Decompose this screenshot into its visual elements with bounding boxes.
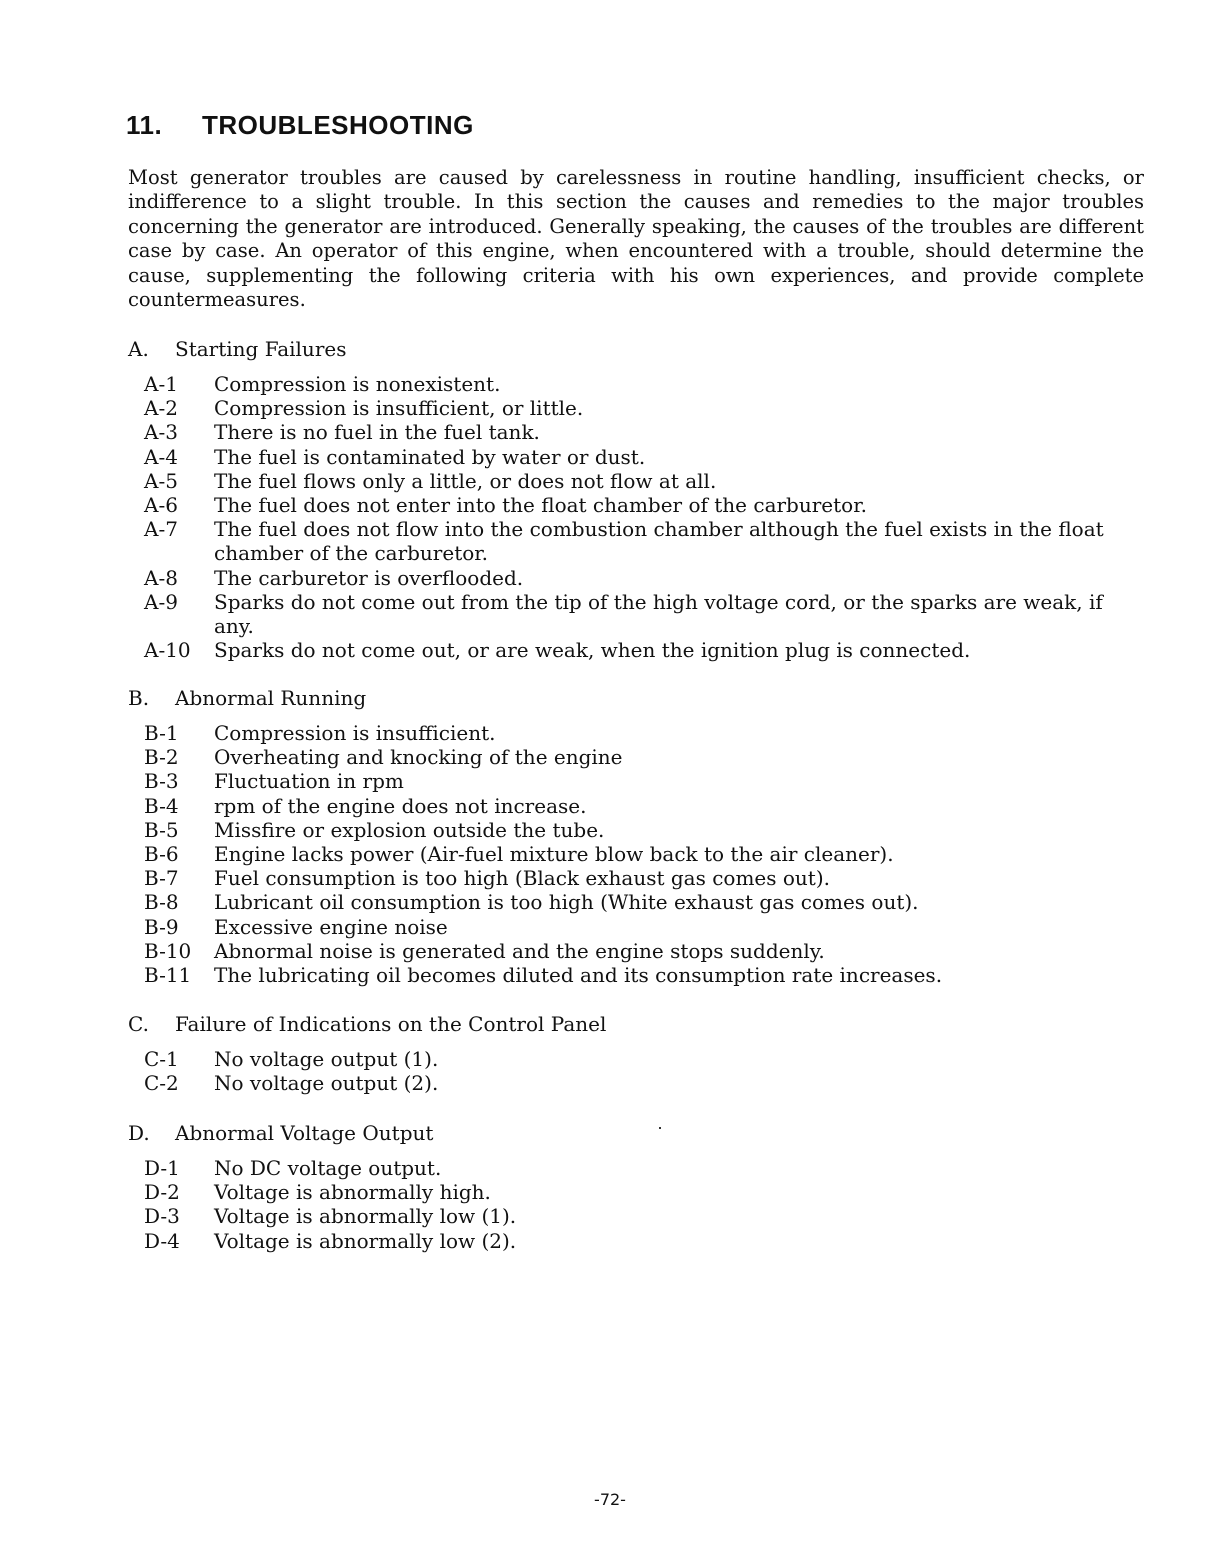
list-item — [128, 1204, 1148, 1228]
item-list — [128, 372, 1148, 662]
item-text: rpm of the engine does not increase. — [214, 793, 587, 818]
item-text: Fluctuation in rpm — [214, 769, 404, 794]
section-number: 11. — [126, 110, 163, 140]
item-code: B-11 — [144, 963, 192, 988]
item-list — [128, 1156, 1148, 1253]
item-text: No voltage output (2). — [214, 1071, 439, 1096]
item-text: Compression is insufficient. — [214, 721, 496, 745]
item-code: A-6 — [144, 493, 178, 518]
list-item — [128, 372, 1148, 396]
section-heading-text: Failure of Indications on the Control Panel — [175, 1012, 607, 1036]
item-code: D-3 — [144, 1204, 180, 1229]
list-item — [128, 915, 1148, 939]
item-code: A-1 — [144, 372, 178, 396]
item-code: A-9 — [144, 589, 178, 614]
section-title: TROUBLESHOOTING — [202, 110, 474, 140]
intro-paragraph: Most generator troubles are caused by carelessness in routine handling, insufficient checks, or indifference to a slight trouble. In this section the causes and remedies to the major troubles concerning the generator are introduced. Generally speaking, the causes of the troubles are different case by case. An operator of this engine, when encountered with a trouble, should determine the cause, supplementing the following criteria with his own experiences, and provide complete countermeasures. — [128, 166, 1144, 312]
list-item — [128, 590, 1148, 638]
list-item — [128, 1156, 1148, 1180]
section-heading — [128, 1120, 1148, 1146]
item-code: C-2 — [144, 1071, 179, 1096]
list-item — [128, 493, 1148, 517]
list-item — [128, 842, 1148, 866]
item-text: No voltage output (1). — [214, 1047, 439, 1071]
item-code: A-8 — [144, 565, 178, 590]
item-code: A-10 — [144, 638, 191, 663]
item-text: The fuel does not flow into the combustion chamber although the fuel exists in the float chamber of the carburetor. — [214, 517, 1104, 566]
item-text: Compression is nonexistent. — [214, 372, 501, 396]
item-code: A-3 — [144, 420, 178, 445]
section-a — [128, 336, 1148, 662]
list-item — [128, 939, 1148, 963]
page-number: -72- — [594, 1490, 626, 1509]
section-d — [128, 1120, 1148, 1253]
section-letter: C. — [128, 1012, 149, 1036]
list-item — [128, 1229, 1148, 1253]
item-text: The fuel is contaminated by water or dust. — [214, 444, 646, 469]
item-code: B-2 — [144, 745, 179, 770]
list-item — [128, 745, 1148, 769]
list-item — [128, 517, 1148, 565]
item-code: A-7 — [144, 517, 178, 542]
list-item — [128, 469, 1148, 493]
item-code: B-5 — [144, 817, 179, 842]
item-text: Lubricant oil consumption is too high (White exhaust gas comes out). — [214, 890, 919, 915]
list-item — [128, 890, 1148, 914]
section-heading — [128, 685, 1148, 711]
list-item — [128, 963, 1148, 987]
item-code: A-5 — [144, 468, 178, 493]
list-item — [128, 1180, 1148, 1204]
item-code: A-4 — [144, 444, 178, 469]
item-code: B-7 — [144, 866, 179, 891]
item-code: D-4 — [144, 1228, 180, 1253]
list-item — [128, 866, 1148, 890]
item-code: B-1 — [144, 721, 179, 745]
list-item — [128, 396, 1148, 420]
item-text: Engine lacks power (Air-fuel mixture blow back to the air cleaner). — [214, 842, 894, 867]
item-code: B-9 — [144, 914, 179, 939]
item-text: Voltage is abnormally low (2). — [214, 1228, 517, 1253]
item-text: There is no fuel in the fuel tank. — [214, 420, 540, 445]
item-text: No DC voltage output. — [214, 1156, 442, 1180]
item-code: B-3 — [144, 769, 179, 794]
item-code: C-1 — [144, 1047, 179, 1071]
list-item — [128, 1071, 1148, 1095]
section-c — [128, 1011, 1148, 1095]
item-text: Missfire or explosion outside the tube. — [214, 817, 605, 842]
item-text: Sparks do not come out from the tip of the high voltage cord, or the sparks are weak, if any. — [214, 589, 1103, 639]
scan-speck — [659, 1127, 661, 1129]
item-code: D-1 — [144, 1156, 180, 1180]
list-item — [128, 818, 1148, 842]
item-text: The carburetor is overflooded. — [214, 565, 524, 590]
item-code: D-2 — [144, 1180, 180, 1205]
list-item — [128, 769, 1148, 793]
list-item — [128, 445, 1148, 469]
item-text: Compression is insufficient, or little. — [214, 396, 584, 421]
item-code: A-2 — [144, 396, 178, 421]
section-heading-text: Starting Failures — [175, 337, 347, 361]
section-b — [128, 685, 1148, 987]
item-list — [128, 1047, 1148, 1095]
page-title — [126, 110, 474, 141]
item-text: The fuel flows only a little, or does not flow at all. — [214, 468, 717, 493]
item-code: B-10 — [144, 938, 192, 963]
item-code: B-6 — [144, 842, 179, 867]
section-letter: A. — [128, 337, 149, 361]
list-item — [128, 794, 1148, 818]
item-text: Sparks do not come out, or are weak, when the ignition plug is connected. — [214, 638, 971, 663]
item-text: Voltage is abnormally low (1). — [214, 1204, 517, 1229]
item-text: Overheating and knocking of the engine — [214, 745, 623, 770]
section-heading-text: Abnormal Voltage Output — [175, 1121, 434, 1145]
list-item — [128, 566, 1148, 590]
list-item — [128, 721, 1148, 745]
item-text: Excessive engine noise — [214, 914, 448, 939]
list-item — [128, 420, 1148, 444]
item-text: Voltage is abnormally high. — [214, 1180, 491, 1205]
list-item — [128, 638, 1148, 662]
section-heading — [128, 1011, 1148, 1037]
item-text: The fuel does not enter into the float chamber of the carburetor. — [214, 493, 867, 518]
section-letter: D. — [128, 1121, 150, 1145]
item-text: Fuel consumption is too high (Black exhaust gas comes out). — [214, 866, 830, 891]
item-text: Abnormal noise is generated and the engine stops suddenly. — [214, 938, 825, 963]
item-code: B-8 — [144, 890, 179, 915]
section-heading — [128, 336, 1148, 362]
item-text: The lubricating oil becomes diluted and its consumption rate increases. — [214, 963, 943, 988]
section-heading-text: Abnormal Running — [175, 686, 367, 710]
item-list — [128, 721, 1148, 987]
item-code: B-4 — [144, 793, 179, 818]
section-letter: B. — [128, 686, 150, 710]
list-item — [128, 1047, 1148, 1071]
